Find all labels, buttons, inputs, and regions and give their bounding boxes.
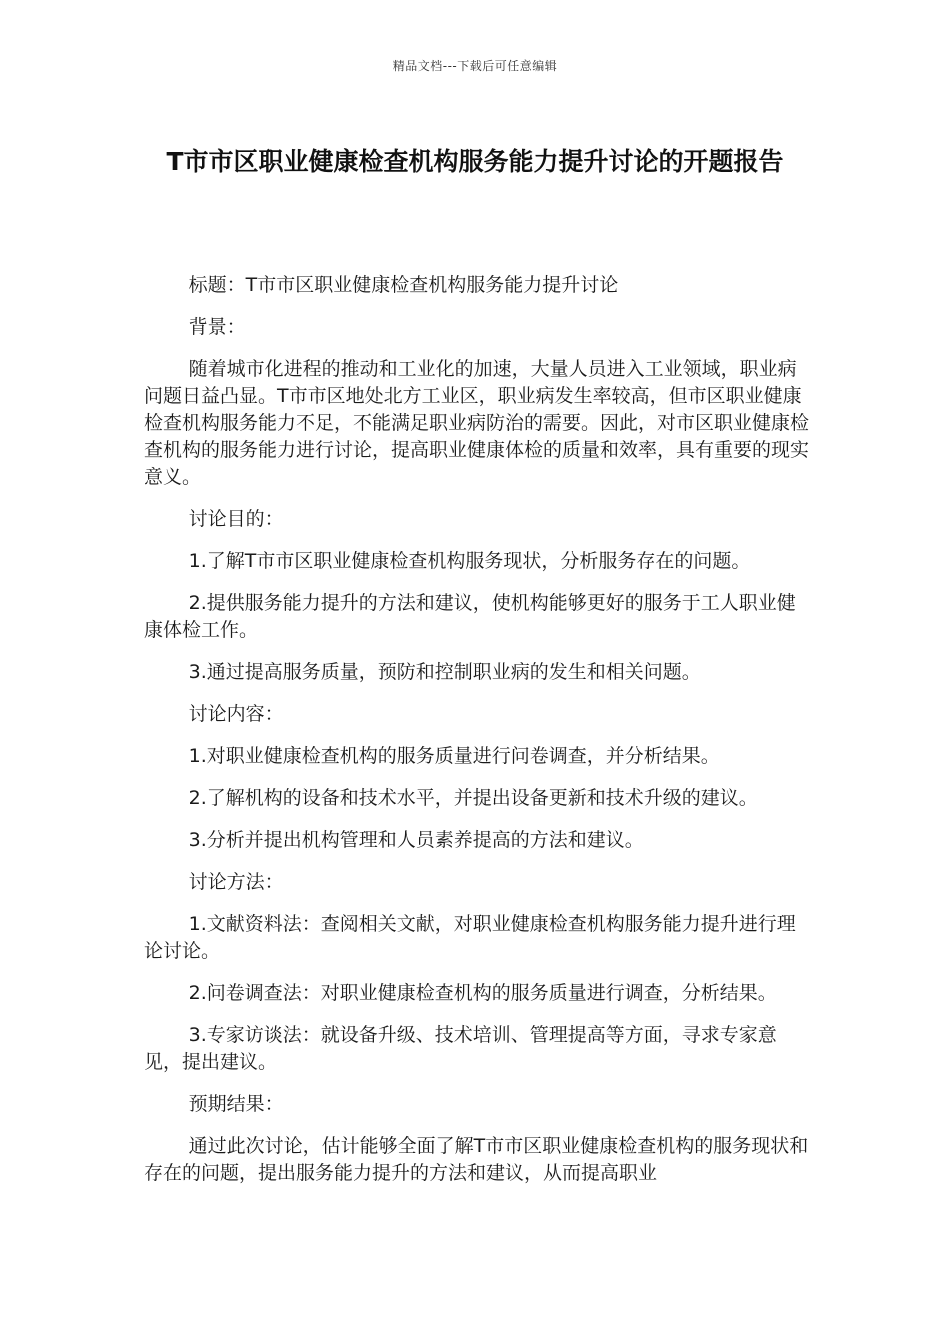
paragraph-background: 随着城市化进程的推动和工业化的加速，大量人员进入工业领域，职业病问题日益凸显。T市市区地处北方工业区，职业病发生率较高，但市区职业健康检查机构服务能力不足，不能满足职业病防治的需要。因此，对市区职业健康检查机构的服务能力进行讨论，提高职业健康体检的质量和效率，具有重要的现实意义。 <box>144 358 810 488</box>
heading-method: 讨论方法： <box>188 871 284 893</box>
heading-content: 讨论内容： <box>188 703 284 725</box>
paragraph-content-3: 3.分析并提出机构管理和人员素养提高的方法和建议。 <box>188 829 644 851</box>
paragraph-method-1: 1.文献资料法：查阅相关文献，对职业健康检查机构服务能力提升进行理论讨论。 <box>144 913 796 962</box>
paragraph-method-2: 2.问卷调查法：对职业健康检查机构的服务质量进行调查，分析结果。 <box>188 982 777 1004</box>
paragraph-purpose-2: 2.提供服务能力提升的方法和建议，使机构能够更好的服务于工人职业健康体检工作。 <box>144 592 796 641</box>
paragraph-title-line: 标题：T市市区职业健康检查机构服务能力提升讨论 <box>188 274 619 296</box>
paragraph-content-1: 1.对职业健康检查机构的服务质量进行问卷调查，并分析结果。 <box>188 745 720 767</box>
heading-expected: 预期结果： <box>188 1093 284 1115</box>
heading-purpose: 讨论目的： <box>188 508 284 530</box>
paragraph-expected: 通过此次讨论，估计能够全面了解T市市区职业健康检查机构的服务现状和存在的问题，提出服务能力提升的方法和建议，从而提高职业 <box>144 1135 809 1184</box>
paragraph-content-2: 2.了解机构的设备和技术水平，并提出设备更新和技术升级的建议。 <box>188 787 758 809</box>
paragraph-method-3: 3.专家访谈法：就设备升级、技术培训、管理提高等方面，寻求专家意见，提出建议。 <box>144 1024 777 1073</box>
page-header: 精品文档---下载后可任意编辑 <box>392 59 558 73</box>
paragraph-purpose-1: 1.了解T市市区职业健康检查机构服务现状，分析服务存在的问题。 <box>188 550 751 572</box>
paragraph-purpose-3: 3.通过提高服务质量，预防和控制职业病的发生和相关问题。 <box>188 661 701 683</box>
document-body <box>144 272 809 1202</box>
heading-background: 背景： <box>188 316 246 338</box>
document-title: T市市区职业健康检查机构服务能力提升讨论的开题报告 <box>166 147 784 176</box>
